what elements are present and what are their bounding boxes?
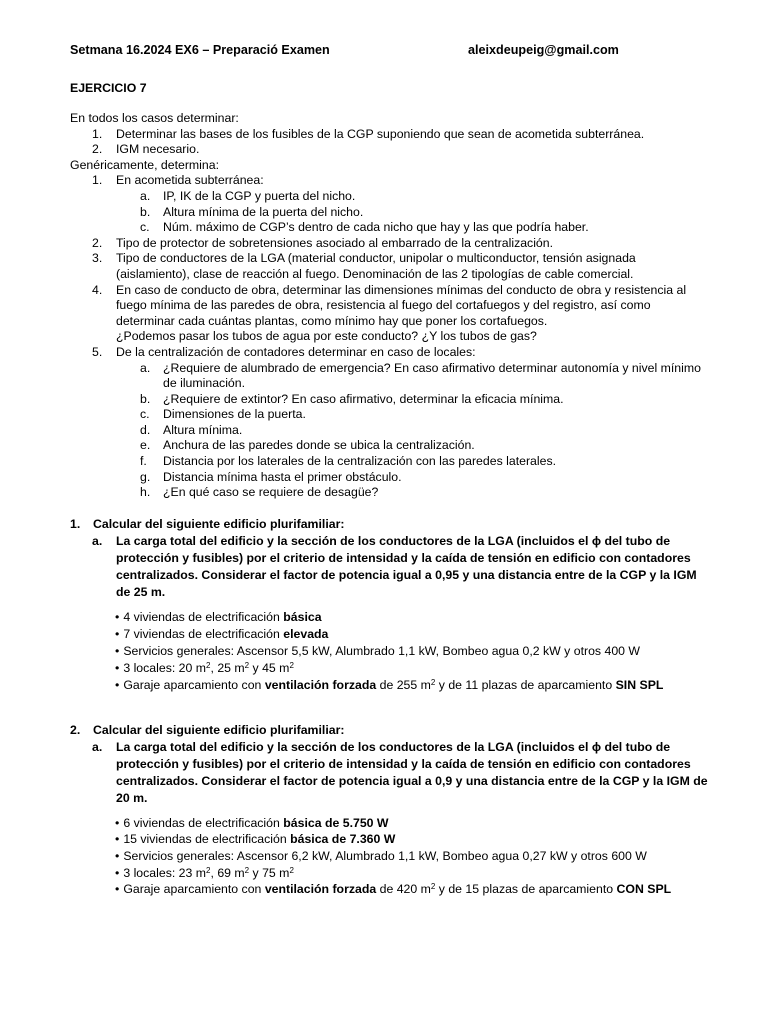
list-text: ¿Requiere de alumbrado de emergencia? En caso afirmativo determinar autonomía y nivel mínimo de iluminación.: [163, 360, 701, 391]
list-text: Dimensiones de la puerta.: [163, 407, 306, 422]
bullet-text: 6 viviendas de electrificación: [123, 815, 284, 830]
list-marker: h.: [140, 485, 151, 500]
list-marker: 4.: [92, 282, 103, 297]
bullet: •: [115, 865, 120, 880]
list-marker: 2.: [92, 142, 103, 157]
bullet: •: [115, 643, 120, 658]
bullet-bold: elevada: [283, 626, 329, 641]
list-text: ¿Requiere de extintor? En caso afirmativo, determinar la eficacia mínima.: [163, 391, 564, 406]
superscript: 2: [206, 660, 211, 670]
list-text: Distancia por los laterales de la centralización con las paredes laterales.: [163, 454, 557, 469]
bullet: •: [115, 815, 120, 830]
list-marker: d.: [140, 422, 151, 437]
list-item: [70, 848, 710, 865]
sublist-item: [70, 189, 710, 205]
list-text: Distancia mínima hasta el primer obstáculo.: [163, 469, 402, 484]
header-title: Setmana 16.2024 EX6 – Preparació Examen: [70, 43, 330, 57]
bullet-text: de 255 m: [376, 677, 431, 692]
bullet-text: 3 locales: 20 m: [123, 660, 207, 675]
problem-1: [70, 516, 710, 694]
sublist-item: [70, 392, 710, 408]
header-email: aleixdeupeig@gmail.com: [468, 43, 619, 57]
list-text: Determinar las bases de los fusibles de la CGP suponiendo que sean de acometida subterránea.: [116, 126, 645, 141]
list-text: Anchura de las paredes donde se ubica la centralización.: [163, 438, 475, 453]
list-text: Altura mínima.: [163, 422, 243, 437]
list-item: [70, 251, 710, 282]
list-item: [70, 142, 710, 158]
list-marker: 1.: [92, 173, 103, 188]
list-marker: 2.: [92, 235, 103, 250]
bullet-text: y 45 m: [249, 660, 290, 675]
bullet-bold: ventilación forzada: [264, 882, 377, 897]
superscript: 2: [244, 660, 250, 670]
bullet-text: 15 viviendas de electrificación: [123, 832, 291, 847]
list-item: [70, 345, 710, 361]
list-text: IGM necesario.: [116, 142, 200, 157]
list-text: Tipo de conductores de la LGA (material conductor, unipolar o multiconductor, tensión asignada (aislamiento), clase de reacción al fuego. Denominación de las 2 tipologías de cable comercial.: [116, 251, 636, 281]
problem-subitem: [70, 533, 710, 601]
superscript: 2: [289, 865, 294, 875]
exercise-title: EJERCICIO 7: [70, 81, 147, 95]
list-marker: a.: [92, 533, 103, 548]
problem-title-text: Calcular del siguiente edificio plurifamiliar:: [93, 722, 345, 737]
bullet-text: , 69 m: [210, 865, 245, 880]
bullet-text: Servicios generales: Ascensor 6,2 kW, Alumbrado 1,1 kW, Bombeo agua 0,27 kW y otros 600 W: [123, 849, 647, 864]
bullet: •: [115, 660, 120, 675]
bullet: •: [115, 882, 120, 897]
list-item: [70, 865, 710, 882]
problem-subitem: [70, 739, 710, 807]
document-body: [70, 111, 710, 898]
sublist-item: [70, 220, 710, 236]
list-text: Núm. máximo de CGP’s dentro de cada nicho que hay y las que podría haber.: [163, 220, 589, 235]
bullet-text: Garaje aparcamiento con: [123, 882, 265, 897]
bullet: •: [115, 849, 120, 864]
problem-number: 2.: [70, 722, 81, 737]
sublist-item: [70, 361, 710, 392]
problem-subitem-text: La carga total del edificio y la sección de los conductores de la LGA (incluidos el ϕ del tubo de protección y fusibles) por el criterio de intensidad y la caída de tensión en edificio con contadores centralizados. Considerar el factor de potencia igual a 0,95 y una distancia entre de la CGP y la IGM de 25 m.: [116, 533, 697, 599]
bullet: •: [115, 609, 120, 624]
list-marker: c.: [140, 220, 150, 235]
list-item: [70, 609, 710, 626]
intro-lead: En todos los casos determinar:: [70, 111, 239, 125]
superscript: 2: [206, 865, 211, 875]
list-text: IP, IK de la CGP y puerta del nicho.: [163, 188, 356, 203]
superscript: 2: [289, 660, 294, 670]
bullet: •: [115, 626, 120, 641]
bullet-text: y 75 m: [249, 865, 290, 880]
list-text: Altura mínima de la puerta del nicho.: [163, 204, 364, 219]
bullet-text: Servicios generales: Ascensor 5,5 kW, Alumbrado 1,1 kW, Bombeo agua 0,2 kW y otros 400 W: [123, 643, 641, 658]
superscript: 2: [244, 865, 250, 875]
bullet-text: de 420 m: [376, 882, 431, 897]
sublist-item: [70, 454, 710, 470]
bullet-text: 3 locales: 23 m: [123, 865, 207, 880]
list-item: [70, 127, 710, 143]
sublist-item: [70, 470, 710, 486]
bullet-bold: ventilación forzada: [264, 677, 377, 692]
list-item: [70, 831, 710, 848]
sublist-item: [70, 423, 710, 439]
bullet-bold: SIN SPL: [615, 677, 664, 692]
problem-title-text: Calcular del siguiente edificio plurifamiliar:: [93, 516, 345, 531]
bullet-text: 7 viviendas de electrificación: [123, 626, 284, 641]
problem-subitem-text: La carga total del edificio y la sección de los conductores de la LGA (incluidos el ϕ del tubo de protección y fusibles) por el criterio de intensidad y la caída de tensión en edificio con contadores centralizados. Considerar el factor de potencia igual a 0,9 y una distancia entre de la CGP y la IGM de 20 m.: [116, 739, 708, 805]
problem-number: 1.: [70, 516, 81, 531]
bullet-text: y de 15 plazas de aparcamiento: [435, 882, 617, 897]
superscript: 2: [430, 882, 436, 892]
page-header: [70, 43, 618, 59]
bullet-bold: básica de 7.360 W: [290, 832, 396, 847]
list-marker: a.: [140, 188, 151, 203]
list-marker: g.: [140, 469, 151, 484]
bullet-bold: básica de 5.750 W: [283, 815, 389, 830]
problem-title: [70, 516, 710, 533]
problem-title: [70, 722, 710, 739]
bullet: •: [115, 832, 120, 847]
list-marker: b.: [140, 204, 151, 219]
list-text-extra: ¿Podemos pasar los tubos de agua por este conducto? ¿Y los tubos de gas?: [116, 329, 537, 344]
list-marker: a.: [140, 360, 151, 375]
list-text: En caso de conducto de obra, determinar las dimensiones mínimas del conducto de obra y resistencia al fuego mínima de las paredes de obra, resistencia al fuego del cortafuegos y del registro, así como determinar cada cuántas plantas, como mínimo hay que poner los cortafuegos.: [116, 282, 687, 328]
bullet-text: 4 viviendas de electrificación: [123, 609, 284, 624]
list-item: [70, 643, 710, 660]
list-marker: 1.: [92, 126, 103, 141]
list-marker: f.: [140, 454, 147, 469]
list-text: Tipo de protector de sobretensiones asociado al embarrado de la centralización.: [116, 235, 554, 250]
intro-lead-2: Genéricamente, determina:: [70, 157, 220, 172]
list-item: [70, 881, 710, 898]
list-item: [70, 815, 710, 832]
bullet-text: Garaje aparcamiento con: [123, 677, 265, 692]
bullet-bold: CON SPL: [616, 882, 672, 897]
list-marker: a.: [92, 739, 103, 754]
bullet: •: [115, 677, 120, 692]
list-item: [70, 173, 710, 189]
list-marker: c.: [140, 407, 150, 422]
list-marker: 3.: [92, 251, 103, 266]
problem-2: [70, 722, 710, 898]
list-text: De la centralización de contadores determinar en caso de locales:: [116, 344, 476, 359]
bullet-bold: básica: [283, 609, 322, 624]
list-text: En acometida subterránea:: [116, 173, 264, 188]
list-marker: e.: [140, 438, 151, 453]
list-item: [70, 626, 710, 643]
sublist-item: [70, 407, 710, 423]
list-marker: 5.: [92, 344, 103, 359]
sublist-item: [70, 485, 710, 501]
list-item: [70, 660, 710, 677]
list-marker: b.: [140, 391, 151, 406]
bullet-text: y de 11 plazas de aparcamiento: [435, 677, 616, 692]
list-item: [70, 283, 710, 345]
sublist-item: [70, 438, 710, 454]
superscript: 2: [430, 677, 436, 687]
list-item: [70, 236, 710, 252]
list-text: ¿En qué caso se requiere de desagüe?: [163, 485, 379, 500]
list-item: [70, 677, 710, 694]
bullet-text: , 25 m: [210, 660, 245, 675]
sublist-item: [70, 205, 710, 221]
